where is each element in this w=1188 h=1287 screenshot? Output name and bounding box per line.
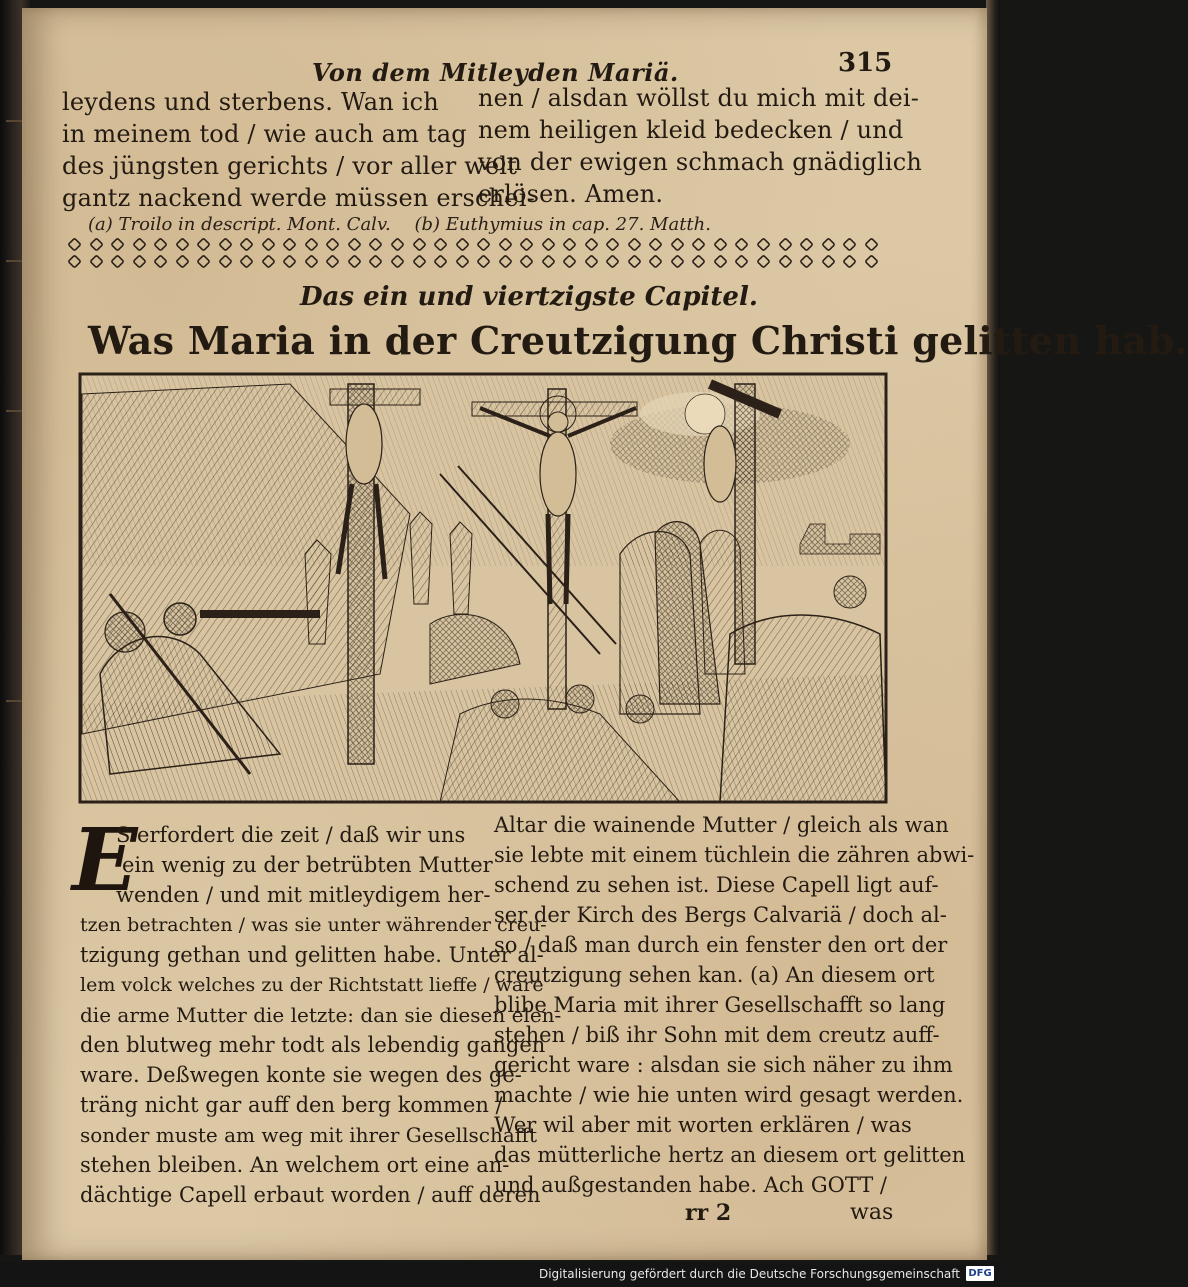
top-left-line: gantz nackend werde müssen erschei-: [62, 184, 535, 212]
body-right-line: stehen / biß ihr Sohn mit dem creutz auff-: [494, 1023, 940, 1047]
ornament-motif: [175, 254, 190, 269]
ornament-motif: [196, 254, 211, 269]
body-right-line: gericht ware : alsdan sie sich näher zu ihm: [494, 1053, 953, 1077]
ornament-motif: [239, 237, 254, 252]
ornament-motif: [390, 237, 405, 252]
ornament-motif: [864, 237, 879, 252]
top-left-line: leydens und sterbens. Wan ich: [62, 88, 439, 116]
ornament-motif: [326, 237, 341, 252]
top-right-line: erlösen. Amen.: [478, 180, 664, 208]
body-right-line: so / daß man durch ein fenster den ort der: [494, 933, 948, 957]
footer-credit: Digitalisierung gefördert durch die Deutsche Forschungsgemeinschaft: [538, 1267, 960, 1281]
footnote-a: (a) Troilo in descript. Mont. Calv.: [88, 214, 391, 235]
body-right-line: das mütterliche hertz an diesem ort gelitten: [494, 1143, 966, 1167]
ornament-motif: [261, 237, 276, 252]
body-left-line: tzigung gethan und gelitten habe. Unter al-: [80, 943, 544, 967]
ornament-motif: [153, 254, 168, 269]
body-right-line: machte / wie hie unten wird gesagt werden.: [494, 1083, 964, 1107]
ornament-motif: [498, 237, 513, 252]
ornament-motif: [412, 237, 427, 252]
body-left-line: ein wenig zu der betrübten Mutter: [122, 853, 493, 877]
chapter-title: Was Maria in der Creutzigung Christi gelitten hab.: [88, 318, 1188, 363]
ornament-motif: [304, 237, 319, 252]
ornament-motif: [519, 237, 534, 252]
dfg-logo[interactable]: DFG: [966, 1266, 994, 1281]
footnotes: [88, 214, 729, 235]
ornament-motif: [562, 237, 577, 252]
catchword: was: [850, 1200, 894, 1225]
ornament-motif: [756, 254, 771, 269]
crucifixion-engraving: [80, 374, 886, 802]
ornament-motif: [326, 254, 341, 269]
ornament-motif: [735, 254, 750, 269]
body-left-line: sonder muste am weg mit ihrer Gesellschafft: [80, 1123, 538, 1147]
ornament-motif: [627, 237, 642, 252]
ornament-motif: [369, 254, 384, 269]
ornament-motif: [67, 237, 82, 252]
ornament-motif: [713, 237, 728, 252]
ornament-motif: [175, 237, 190, 252]
ornament-motif: [412, 254, 427, 269]
body-left-line: S erfordert die zeit / daß wir uns: [116, 823, 466, 847]
ornament-motif: [648, 254, 663, 269]
ornament-motif: [476, 254, 491, 269]
ornament-motif: [67, 254, 82, 269]
ornament-motif: [713, 254, 728, 269]
ornamental-border: [68, 238, 878, 270]
ornament-motif: [541, 237, 556, 252]
body-right-line: und außgestanden habe. Ach GOTT /: [494, 1173, 887, 1197]
body-left-line: stehen bleiben. An welchem ort eine an-: [80, 1153, 510, 1177]
ornament-motif: [390, 254, 405, 269]
body-left-line: dächtige Capell erbaut worden / auff deren: [80, 1183, 541, 1207]
body-left-line: träng nicht gar auff den berg kommen /: [80, 1093, 503, 1117]
ornament-motif: [153, 237, 168, 252]
ornament-motif: [735, 237, 750, 252]
ornament-motif: [304, 254, 319, 269]
ornament-motif: [584, 254, 599, 269]
ornament-motif: [433, 254, 448, 269]
ornament-motif: [627, 254, 642, 269]
signature-mark: rr 2: [685, 1200, 732, 1226]
page-number: 315: [838, 48, 893, 78]
ornament-motif: [605, 237, 620, 252]
ornament-motif: [692, 237, 707, 252]
body-right-line: ser der Kirch des Bergs Calvariä / doch al-: [494, 903, 947, 927]
top-right-line: nem heiligen kleid bedecken / und: [478, 116, 904, 144]
ornament-motif: [347, 237, 362, 252]
digitization-footer: [0, 1262, 1000, 1287]
running-title: Von dem Mitleyden Mariä.: [312, 58, 679, 87]
body-right-line: schend zu sehen ist. Diese Capell ligt auf-: [494, 873, 939, 897]
body-right-line: sie lebte mit einem tüchlein die zähren abwi-: [494, 843, 975, 867]
ornament-motif: [821, 254, 836, 269]
top-left-line: in meinem tod / wie auch am tag: [62, 120, 467, 148]
ornament-motif: [842, 237, 857, 252]
ornament-motif: [821, 237, 836, 252]
ornament-motif: [476, 237, 491, 252]
ornament-motif: [282, 254, 297, 269]
body-right-line: blibe Maria mit ihrer Gesellschafft so lang: [494, 993, 946, 1017]
ornament-motif: [261, 254, 276, 269]
body-right-line: creutzigung sehen kan. (a) An diesem ort: [494, 963, 935, 987]
ornament-motif: [218, 237, 233, 252]
ornament-motif: [562, 254, 577, 269]
ornament-motif: [756, 237, 771, 252]
ornament-motif: [692, 254, 707, 269]
ornament-motif: [132, 254, 147, 269]
body-left-line: wenden / und mit mitleydigem her-: [116, 883, 491, 907]
ornament-motif: [347, 254, 362, 269]
ornament-motif: [455, 254, 470, 269]
body-left-line: den blutweg mehr todt als lebendig gangen: [80, 1033, 546, 1057]
ornament-motif: [369, 237, 384, 252]
ornament-motif: [239, 254, 254, 269]
ornament-motif: [89, 254, 104, 269]
ornament-motif: [433, 237, 448, 252]
top-left-line: des jüngsten gerichts / vor aller welt: [62, 152, 518, 180]
ornament-motif: [778, 237, 793, 252]
ornament-motif: [842, 254, 857, 269]
body-right-line: Wer wil aber mit worten erklären / was: [494, 1113, 912, 1137]
chapter-number: Das ein und viertzigste Capitel.: [300, 282, 758, 312]
ornament-motif: [218, 254, 233, 269]
body-left-line: die arme Mutter die letzte: dan sie diesen elen-: [80, 1003, 562, 1027]
ornament-motif: [282, 237, 297, 252]
ornament-motif: [519, 254, 534, 269]
ornament-motif: [196, 237, 211, 252]
top-right-line: nen / alsdan wöllst du mich mit dei-: [478, 84, 920, 112]
ornament-motif: [778, 254, 793, 269]
page-right-edge: [986, 0, 1000, 1255]
body-left-line: lem volck welches zu der Richtstatt lieffe / ware: [80, 974, 544, 996]
ornament-motif: [584, 237, 599, 252]
ornament-motif: [799, 237, 814, 252]
decorated-initial: E: [72, 810, 138, 911]
ornament-motif: [648, 237, 663, 252]
ornament-motif: [864, 254, 879, 269]
top-right-line: von der ewigen schmach gnädiglich: [478, 148, 923, 176]
ornament-motif: [110, 237, 125, 252]
ornament-motif: [110, 254, 125, 269]
footnote-b: (b) Euthymius in cap. 27. Matth.: [414, 214, 711, 235]
ornament-motif: [670, 254, 685, 269]
body-left-line: ware. Deßwegen konte sie wegen des ge-: [80, 1063, 522, 1087]
ornament-motif: [132, 237, 147, 252]
ornament-motif: [455, 237, 470, 252]
ornament-motif: [670, 237, 685, 252]
ornament-motif: [89, 237, 104, 252]
body-right-line: Altar die wainende Mutter / gleich als wan: [494, 813, 949, 837]
ornament-motif: [498, 254, 513, 269]
ornament-motif: [541, 254, 556, 269]
ornament-motif: [605, 254, 620, 269]
body-left-line: tzen betrachten / was sie unter währender creu-: [80, 914, 547, 936]
ornament-motif: [799, 254, 814, 269]
